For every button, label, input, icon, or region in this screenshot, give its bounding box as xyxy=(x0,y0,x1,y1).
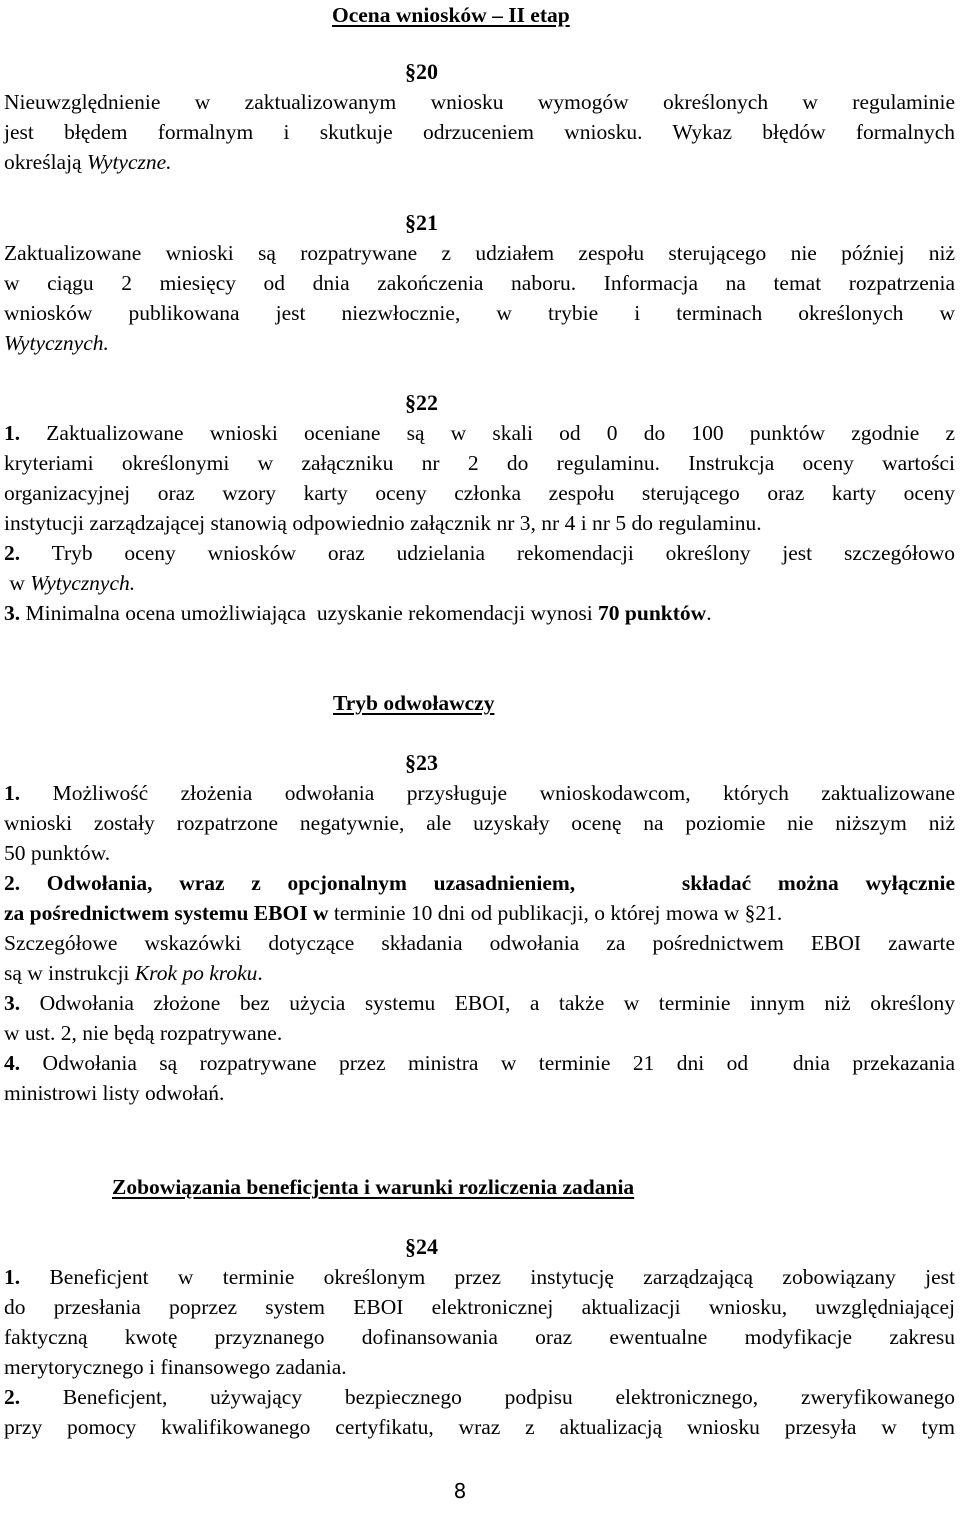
text-line: instytucji zarządzającej stanowią odpowiednio załącznik nr 3, nr 4 i nr 5 do regulaminu. xyxy=(4,511,762,535)
paragraph-20-number xyxy=(405,57,438,87)
text-line: Szczegółowe wskazówki dotyczące składania odwołania za pośrednictwem EBOI zawarte xyxy=(4,931,955,955)
text-line: przy pomocy kwalifikowanego certyfikatu, wraz z aktualizacją wniosku przesyła w tym xyxy=(4,1415,955,1439)
text-line xyxy=(4,568,955,598)
text-span: Tryb oceny wniosków oraz udzielania rekomendacji określony jest szczegółowo xyxy=(20,541,955,565)
text-span: Odwołania złożone bez użycia systemu EBOI, a także w terminie innym niż określony xyxy=(20,991,955,1015)
paragraph-24-number xyxy=(405,1232,438,1262)
text-span: są w instrukcji xyxy=(4,961,135,985)
text-span: . xyxy=(257,961,263,985)
paragraph-number: 22 xyxy=(416,390,438,415)
section-sign: § xyxy=(405,1234,416,1259)
text-line xyxy=(4,958,955,988)
list-number: 2. xyxy=(4,1385,21,1409)
paragraph-number: 24 xyxy=(416,1234,438,1259)
bold-text: Odwołania, wraz z opcjonalnym uzasadnieniem, składać można wyłącznie xyxy=(20,871,955,895)
section-sign: § xyxy=(405,750,416,775)
bold-text: za pośrednictwem systemu EBOI w xyxy=(4,901,329,925)
list-number: 1. xyxy=(4,421,21,445)
text-span: określają xyxy=(4,150,87,174)
list-number: 4. xyxy=(4,1051,21,1075)
heading-zobowiazania: Zobowiązania beneficjenta i warunki rozliczenia zadania xyxy=(112,1175,635,1199)
text-line: ministrowi listy odwołań. xyxy=(4,1081,225,1105)
section-sign: § xyxy=(405,59,416,84)
bold-value: 70 punktów xyxy=(598,601,707,625)
italic-term: Wytyczne. xyxy=(86,150,172,174)
text-line xyxy=(4,868,955,898)
text-line: w ciągu 2 miesięcy od dnia zakończenia naboru. Informacja na temat rozpatrzenia xyxy=(4,271,955,295)
text-line: Zaktualizowane wnioski są rozpatrywane z udziałem zespołu sterującego nie później niż xyxy=(4,241,955,265)
italic-term: Wytycznych. xyxy=(30,571,136,595)
section-sign: § xyxy=(405,210,416,235)
text-span: Odwołania są rozpatrywane przez ministra w terminie 21 dni od dnia przekazania xyxy=(20,1051,955,1075)
text-line xyxy=(4,418,955,448)
list-number: 2. xyxy=(4,871,21,895)
text-line xyxy=(4,538,955,568)
text-line xyxy=(4,988,955,1018)
text-line: jest błędem formalnym i skutkuje odrzuceniem wniosku. Wykaz błędów formalnych xyxy=(4,120,955,144)
text-line: organizacyjnej oraz wzory karty oceny członka zespołu sterującego oraz karty oceny xyxy=(4,481,955,505)
paragraph-23-number xyxy=(405,748,438,778)
text-line: Nieuwzględnienie w zaktualizowanym wniosku wymogów określonych w regulaminie xyxy=(4,90,955,114)
paragraph-number: 23 xyxy=(416,750,438,775)
paragraph-number: 20 xyxy=(416,59,438,84)
text-line xyxy=(4,1048,955,1078)
text-span: 21. xyxy=(755,901,783,925)
text-line xyxy=(4,778,955,808)
italic-term: Krok po kroku xyxy=(134,961,258,985)
text-line: wniosków publikowana jest niezwłocznie, w trybie i terminach określonych w xyxy=(4,301,955,325)
text-line: Wytycznych. xyxy=(4,331,109,355)
section-sign: § xyxy=(405,390,416,415)
list-number: 3. xyxy=(4,601,21,625)
text-span: Beneficjent w terminie określonym przez instytucję zarządzającą zobowiązany jest xyxy=(20,1265,955,1289)
list-number: 3. xyxy=(4,991,21,1015)
text-span: Możliwość złożenia odwołania przysługuje wnioskodawcom, których zaktualizowane xyxy=(20,781,955,805)
text-line xyxy=(4,598,955,628)
heading-ocena-wnioskow: Ocena wniosków – II etap xyxy=(332,3,570,27)
text-line: 50 punktów. xyxy=(4,841,111,865)
text-line xyxy=(4,147,955,177)
list-number: 1. xyxy=(4,1265,21,1289)
text-span: Minimalna ocena umożliwiająca uzyskanie rekomendacji wynosi xyxy=(20,601,599,625)
heading-tryb-odwolawczy: Tryb odwoławczy xyxy=(333,691,495,715)
text-line: wnioski zostały rozpatrzone negatywnie, ale uzyskały ocenę na poziomie nie niższym niż xyxy=(4,811,955,835)
text-line: faktyczną kwotę przyznanego dofinansowania oraz ewentualne modyfikacje zakresu xyxy=(4,1325,955,1349)
text-line xyxy=(4,1262,955,1292)
section-sign: § xyxy=(744,901,756,925)
text-span: w xyxy=(4,571,31,595)
text-line: w ust. 2, nie będą rozpatrywane. xyxy=(4,1021,283,1045)
text-span: terminie 10 dni od publikacji, o której mowa w xyxy=(328,901,745,925)
list-number: 2. xyxy=(4,541,21,565)
text-line: merytorycznego i finansowego zadania. xyxy=(4,1355,347,1379)
paragraph-21-number xyxy=(405,208,438,238)
text-span: . xyxy=(706,601,712,625)
paragraph-number: 21 xyxy=(416,210,438,235)
text-span: Zaktualizowane wnioski oceniane są w skali od 0 do 100 punktów zgodnie z xyxy=(20,421,955,445)
list-number: 1. xyxy=(4,781,21,805)
text-line xyxy=(4,898,955,928)
paragraph-22-number xyxy=(405,388,438,418)
page-number: 8 xyxy=(453,1479,467,1503)
text-line: kryteriami określonymi w załączniku nr 2 do regulaminu. Instrukcja oceny wartości xyxy=(4,451,955,475)
text-line: do przesłania poprzez system EBOI elektronicznej aktualizacji wniosku, uwzględniającej xyxy=(4,1295,955,1319)
text-line xyxy=(4,1382,955,1412)
text-span: Beneficjent, używający bezpiecznego podpisu elektronicznego, zweryfikowanego xyxy=(20,1385,955,1409)
